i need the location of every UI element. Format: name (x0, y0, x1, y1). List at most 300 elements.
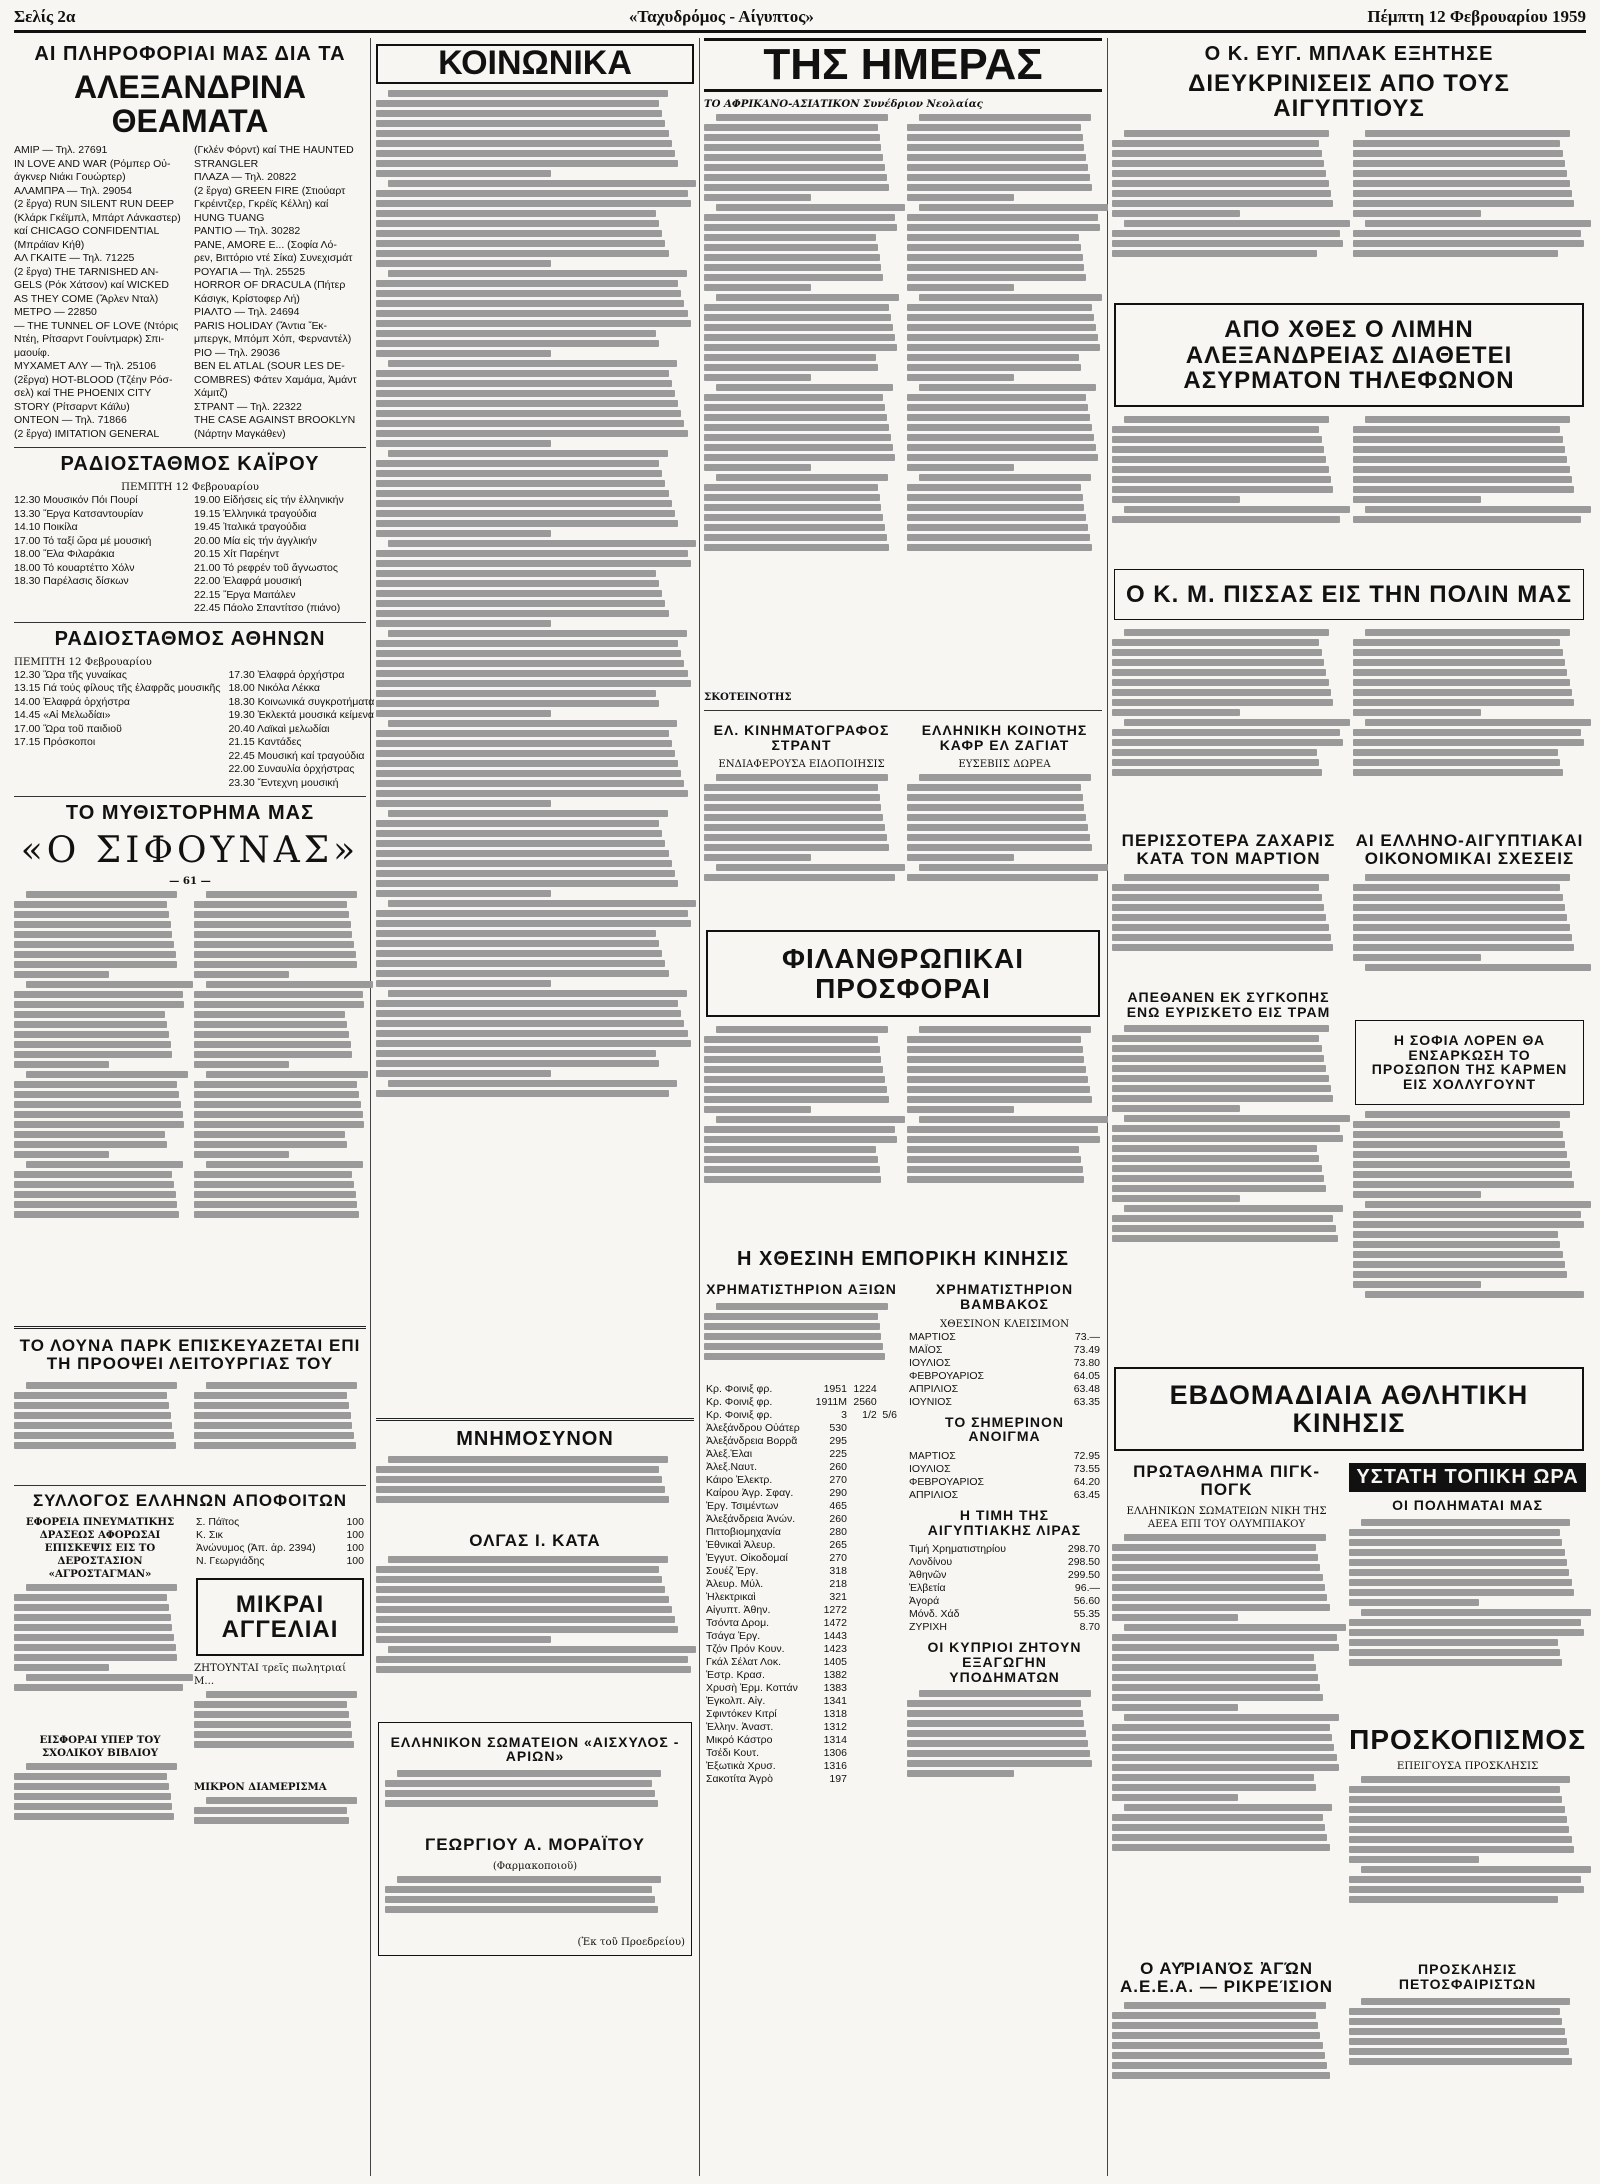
text-line (907, 1076, 1088, 1083)
table-cell: 73.49 (1073, 1343, 1100, 1356)
cinema-header-small: ΑΙ ΠΛΗΡΟΦΟΡΙΑΙ ΜΑΣ ΔΙΑ ΤΑ (34, 43, 346, 65)
text-line (376, 170, 551, 177)
table-cell: Ἀνώνυμος (Ἀπ. ἀρ. 2394) (196, 1541, 316, 1554)
text-line (1353, 170, 1567, 177)
text-line (907, 324, 1096, 331)
text-line (376, 240, 665, 247)
text-line (907, 424, 1092, 431)
text-line (907, 1136, 1100, 1143)
radio-cairo-schedule (14, 494, 366, 616)
text-line (919, 114, 1091, 121)
text-line (704, 1343, 883, 1350)
text-line (907, 254, 1083, 261)
text-line (907, 224, 1100, 231)
list-item: μπεργκ, Μπόμπ Χόπ, Φερναντέλ) (194, 333, 352, 346)
text-line (1349, 1826, 1569, 1833)
text-line (1112, 1644, 1339, 1651)
table-cell: Τιμή Χρηματιστηρίου (909, 1543, 1006, 1556)
text-line (704, 844, 889, 851)
text-line (907, 1046, 1083, 1053)
cinema-strand-sub: ΕΝΔΙΑΦΕΡΟΥΣΑ ΕΙΔΟΠΟΙΗΣΙΣ (718, 759, 885, 771)
text-line (1112, 1784, 1316, 1791)
text-line (1353, 1261, 1565, 1268)
memorial2-footer: (Ἐκ τοῦ Προεδρείου) (577, 1936, 685, 1948)
text-line (26, 1584, 177, 1591)
text-line (907, 834, 1090, 841)
text-line (376, 640, 678, 647)
text-line (907, 544, 1092, 551)
list-item: 14.45 «Αἱ Μελωδίαι» (14, 709, 111, 722)
text-line (1349, 2018, 1562, 2025)
text-line (194, 1211, 359, 1218)
community-header: ΕΛΛΗΝΙΚΗ ΚΟΙΝΟΤΗΣ ΚΑΦΡ ΕΛ ΖΑΓΙΑΤ (921, 722, 1088, 753)
text-line (14, 1773, 167, 1780)
list-item: ΡΑΝΤΙΟ — Τηλ. 30282 (194, 225, 301, 238)
text-line (206, 981, 373, 988)
died-header: ΑΠΕΘΑΝΕΝ ΕΚ ΣΥΓΚΟΠΗΣ ΕΝΩ ΕΥΡΙΣΚΕΤΟ ΕΙΣ ΤΡΑΜ (1126, 988, 1331, 1020)
text-line (206, 1071, 368, 1078)
text-line (376, 320, 691, 327)
text-line (1112, 2042, 1323, 2049)
list-item: ΟΝΤΕΟΝ — Τηλ. 71866 (14, 414, 127, 427)
text-line (194, 1711, 349, 1718)
issue-date: Πέμπτη 12 Φεβρουαρίου 1959 (1367, 7, 1586, 26)
alumni-sub: ΕΦΟΡΕΙΑ ΠΝΕΥΜΑΤΙΚΗΣ ΔΡΑΣΕΩΣ ΑΦΟΡΩΣΑΙ ΕΠΙΣΚΕΨΙΣ ΕΙΣ ΤΟ ΔΕΡΟΣΤΑΣΙΟΝ «ΑΓΡΟΣΤΑΓΜΑΝ» (25, 1515, 175, 1580)
text-line (907, 264, 1084, 271)
text-line (907, 1156, 1081, 1163)
black-sub: ΔΙΕΥΚΡΙΝΙΣΕΙΣ ΑΠΟ ΤΟΥΣ ΑΙΓΥΠΤΙΟΥΣ (1188, 70, 1510, 123)
list-item: 22.45 Μουσική καί τραγούδια (228, 749, 365, 762)
text-line (194, 941, 354, 948)
text-line (704, 134, 880, 141)
column-3 (704, 38, 1102, 2176)
column-rule (1107, 38, 1108, 2176)
text-line (194, 1191, 356, 1198)
list-item: ΣΤΡΑΝΤ — Τηλ. 22322 (194, 400, 302, 413)
table-cell: Κάιρο Ἐλεκτρ. (706, 1473, 773, 1486)
table-row (907, 1331, 1102, 1344)
text-line (385, 1790, 655, 1797)
text-line (206, 1382, 357, 1389)
text-line (14, 1793, 171, 1800)
text-line (1112, 516, 1340, 523)
text-line (704, 394, 883, 401)
text-line (206, 1797, 357, 1804)
table-row (704, 1656, 899, 1669)
memorial-header: ΜΝΗΜΟΣΥΝΟΝ (456, 1427, 614, 1450)
text-line (907, 284, 1014, 291)
text-line (907, 374, 1014, 381)
text-line (194, 1101, 361, 1108)
text-line (1112, 140, 1319, 147)
column-4 (1112, 38, 1586, 2176)
table-row (194, 1555, 366, 1568)
text-line (1353, 190, 1572, 197)
list-item: ρεν, Βιττόριο ντέ Σίκα) Συνεχισμάτ (194, 252, 353, 265)
table-cell: Γκάλ Σέλατ Λοκ. (706, 1655, 781, 1668)
text-line (1365, 629, 1570, 636)
text-line (907, 844, 1092, 851)
table-cell: Καίρου Ἀγρ. Σφαγ. (706, 1486, 794, 1499)
table-cell: Κρ. Φοινιξ φρ. (706, 1408, 773, 1421)
text-line (1353, 689, 1572, 696)
text-line (1353, 1241, 1560, 1248)
greco-header: ΑΙ ΕΛΛΗΝΟ-ΑΙΓΥΠΤΙΑΚΑΙ ΟΙΚΟΝΟΜΙΚΑΙ ΣΧΕΣΕΙΣ (1355, 831, 1584, 868)
text-line (376, 130, 669, 137)
text-line (194, 1412, 351, 1419)
table-row (907, 1595, 1102, 1608)
table-row (704, 1552, 899, 1565)
text-line (704, 314, 891, 321)
memorial2-sub: (Φαρμακοποιοῦ) (492, 1860, 578, 1872)
text-line (1353, 240, 1584, 247)
cinema-list-right (194, 144, 366, 441)
list-item: 19.45 Ἰταλικά τραγούδια (194, 521, 307, 534)
text-line (1124, 130, 1329, 137)
text-line (376, 910, 688, 917)
text-line (1349, 1806, 1565, 1813)
text-line (1112, 1235, 1338, 1242)
table-cell: ΑΠΡΙΛΙΟΣ (909, 1488, 959, 1501)
column-1 (14, 38, 375, 2176)
text-line (1112, 894, 1322, 901)
table-cell: 295 (829, 1434, 847, 1447)
table-row (704, 1721, 899, 1734)
text-line (1112, 466, 1329, 473)
text-line (919, 474, 1091, 481)
text-line (1112, 1594, 1327, 1601)
text-line (376, 920, 691, 927)
text-line (194, 1807, 347, 1814)
text-line (376, 680, 691, 687)
text-line (376, 930, 656, 937)
text-line (206, 1161, 363, 1168)
table-cell: 1423 (823, 1642, 847, 1655)
text-line (14, 991, 183, 998)
list-item: 17.00 Τό ταξί ὥρα μέ μουσική (14, 534, 152, 547)
list-item: άγκνερ Νιάκι Γουώρτερ) (14, 171, 126, 184)
scouts-sub: ΕΠΕΙΓΟΥΣΑ ΠΡΟΣΚΛΗΣΙΣ (1396, 1761, 1539, 1773)
classified-ads-header: ΜΙΚΡΑΙ ΑΓΓΕΛΙΑΙ (221, 1590, 339, 1643)
association-header: ΕΛΛΗΝΙΚΟΝ ΣΩΜΑΤΕΙΟΝ «ΑΙΣΧΥΛΟΣ - ΑΡΙΩΝ» (390, 1733, 680, 1765)
text-line (907, 234, 1079, 241)
philanthropic-text (704, 1023, 1102, 1243)
list-item: ΜΥΧΑΜΕΤ ΑΛΥ — Τηλ. 25106 (14, 360, 157, 373)
text-line (907, 244, 1081, 251)
port-header: ΑΠΟ ΧΘΕΣ Ο ΛΙΜΗΝ ΑΛΕΞΑΝΔΡΕΙΑΣ ΔΙΑΘΕΤΕΙ ΑΣΥΡΜΑΤΟΝ ΤΗΛΕΦΩΝΟΝ (1183, 316, 1515, 394)
text-line (376, 1656, 688, 1663)
text-line (1112, 769, 1322, 776)
text-line (704, 324, 893, 331)
text-line (376, 490, 669, 497)
table-cell: Τζόν Πρόν Κουν. (706, 1642, 785, 1655)
text-line (1353, 944, 1574, 951)
text-line (1349, 1896, 1557, 1903)
text-line (907, 464, 1014, 471)
text-line (1112, 1145, 1317, 1152)
text-line (1112, 759, 1319, 766)
text-line (194, 1201, 357, 1208)
text-line (194, 931, 352, 938)
text-line (376, 800, 551, 807)
novel-text (14, 888, 366, 1318)
text-line (1112, 1664, 1316, 1671)
table-cell: 1318 (823, 1707, 847, 1720)
text-line (907, 454, 1098, 461)
text-line (1112, 1035, 1319, 1042)
text-line (194, 951, 356, 958)
text-line (1353, 1151, 1567, 1158)
text-line (194, 1051, 352, 1058)
text-line (1353, 934, 1572, 941)
table-cell: Ἐγγυτ. Οἰκοδομαί (706, 1551, 788, 1564)
list-item: Γκρέιντζερ, Γκρέϊς Κέλλη) καί (194, 198, 329, 211)
text-line (376, 1496, 669, 1503)
text-line (919, 1026, 1091, 1033)
text-line (1124, 719, 1350, 726)
radio-cairo-right (194, 494, 366, 616)
text-line (907, 1106, 1014, 1113)
text-line (194, 1392, 347, 1399)
text-line (1112, 649, 1322, 656)
table-cell: Χρυσὴ Ἐρμ. Κοττάν (706, 1681, 798, 1694)
text-line (14, 911, 169, 918)
text-line (388, 360, 677, 367)
text-line (194, 1817, 349, 1824)
list-item: 12.30 Ὥρα τῆς γυναίκας (14, 668, 127, 681)
radio-cairo-date: ΠΕΜΠΤΗ 12 Φεβρουαρίου (121, 482, 259, 494)
novel-text-right (194, 888, 366, 1318)
text-line (376, 950, 662, 957)
text-line (14, 931, 172, 938)
text-line (385, 1896, 655, 1903)
text-line (376, 140, 672, 147)
text-line (1349, 1569, 1569, 1576)
text-line (1112, 924, 1329, 931)
text-line (14, 1121, 184, 1128)
text-line (14, 1644, 176, 1651)
text-line (1353, 200, 1574, 207)
social-header: ΚΟΙΝΩΝΙΚΑ (376, 44, 694, 84)
text-line (919, 1116, 1108, 1123)
text-line (1353, 639, 1560, 646)
table-cell: 225 (829, 1447, 847, 1460)
text-line (1112, 1734, 1332, 1741)
text-line (704, 254, 880, 261)
text-line (376, 570, 656, 577)
table-row (907, 1370, 1102, 1383)
list-item: (Νάρτην Μαγκάθεν) (194, 427, 286, 440)
text-line (907, 524, 1088, 531)
social-text (376, 90, 694, 1410)
radio-athens-right (228, 669, 374, 791)
table-cell: Ἐργ. Τσιμέντων (706, 1499, 779, 1512)
text-line (1112, 1105, 1240, 1112)
text-line (716, 774, 888, 781)
latest-sub: ΟΙ ΠΟΛΗΜΑΤΑΙ ΜΑΣ (1392, 1497, 1544, 1514)
latest-header: ΥΣΤΑΤΗ ΤΟΠΙΚΗ ΩΡΑ (1349, 1463, 1586, 1492)
table-row (907, 1463, 1102, 1476)
text-line (1349, 1836, 1572, 1843)
text-line (1349, 2008, 1560, 2015)
list-item: 21.15 Καντάδες (228, 736, 302, 749)
text-line (1112, 1744, 1334, 1751)
text-line (376, 760, 678, 767)
text-line (376, 940, 659, 947)
text-line (1112, 659, 1324, 666)
text-line (919, 204, 1108, 211)
list-item: (Γκλέν Φόρντ) καί THE HAUNTED (194, 144, 354, 157)
text-line (704, 1313, 878, 1320)
table-row (907, 1357, 1102, 1370)
text-line (194, 1131, 345, 1138)
text-line (388, 180, 696, 187)
text-line (388, 1080, 677, 1087)
text-line (194, 1091, 359, 1098)
column-2 (376, 38, 694, 2176)
cinema-header: ΑΛΕΞΑΝΔΡΙΝΑ ΘΕΑΜΑΤΑ (73, 69, 307, 139)
text-line (1112, 709, 1240, 716)
text-line (376, 100, 659, 107)
text-line (376, 190, 688, 197)
text-line (1353, 709, 1481, 716)
text-line (1349, 1659, 1562, 1666)
text-line (1112, 240, 1343, 247)
text-line (376, 1486, 665, 1493)
list-item: COMBRES) Φάτεν Χαμάμα, Ἀμάντ (194, 373, 357, 386)
text-line (1112, 749, 1317, 756)
text-line (1349, 1796, 1562, 1803)
opening-table (907, 1450, 1102, 1502)
text-line (206, 891, 357, 898)
table-cell: 1314 (823, 1733, 847, 1746)
memorial2-name: ΓΕΩΡΓΙΟΥ Α. ΜΟΡΑΪΤΟΥ (425, 1834, 645, 1854)
table-cell: Ἐλλην. Ἀναστ. (706, 1720, 774, 1733)
text-line (907, 444, 1096, 451)
text-line (704, 484, 878, 491)
text-line (704, 814, 883, 821)
text-line (704, 534, 887, 541)
text-line (704, 464, 811, 471)
text-line (1112, 1584, 1325, 1591)
table-cell: 56.60 (1073, 1595, 1100, 1608)
text-line (1349, 1876, 1581, 1883)
text-line (1112, 250, 1317, 257)
text-line (1112, 1774, 1314, 1781)
table-row (704, 1383, 899, 1396)
table-cell: Ἀλεξ.Ἑλαι (706, 1447, 753, 1460)
text-line (1112, 1544, 1316, 1551)
table-row (907, 1396, 1102, 1409)
radio-cairo-left (14, 494, 186, 616)
ad-text: ΖΗΤΟΥΝΤΑΙ τρεῖς πωλητριαί Μ... (194, 1663, 347, 1688)
text-line (1361, 1998, 1569, 2005)
radio-athens-header: ΡΑΔΙΟΣΤΑΘΜΟΣ ΑΘΗΝΩΝ (54, 627, 326, 650)
text-line (376, 1576, 662, 1583)
opening-header: ΤΟ ΣΗΜΕΡΙΝΟΝ ΑΝΟΙΓΜΑ (945, 1413, 1064, 1445)
text-line (1112, 170, 1326, 177)
text-line (376, 840, 665, 847)
text-line (388, 990, 687, 997)
text-line (1112, 426, 1319, 433)
text-line (194, 1121, 364, 1128)
text-line (26, 891, 177, 898)
table-cell: 64.20 (1073, 1475, 1100, 1488)
text-line (704, 164, 885, 171)
table-cell: Ἀγορά (909, 1595, 940, 1608)
text-line (716, 204, 905, 211)
text-line (397, 1876, 661, 1883)
pound-table (907, 1543, 1102, 1634)
text-line (194, 1141, 347, 1148)
text-line (1353, 180, 1570, 187)
text-line (376, 880, 678, 887)
text-line (376, 1596, 669, 1603)
text-line (704, 274, 883, 281)
list-item: (Κλάρκ Γκέϊμπλ, Μπάρτ Λάνκαστερ) (14, 211, 181, 224)
list-item: STORY (Ρίτσαρντ Κάϊλυ) (14, 400, 130, 413)
table-cell: 298.70 (1067, 1543, 1100, 1556)
text-line (1349, 1816, 1567, 1823)
novel-header: ΤΟ ΜΥΘΙΣΤΟΡΗΜΑ ΜΑΣ (65, 802, 315, 825)
table-cell: 280 (829, 1525, 847, 1538)
table-row (907, 1383, 1102, 1396)
list-item: 14.00 Ἐλαφρά ὀρχήστρα (14, 695, 130, 708)
text-line (1353, 904, 1565, 911)
text-line (1112, 1225, 1336, 1232)
text-line (1112, 1195, 1240, 1202)
text-line (1112, 639, 1319, 646)
text-line (376, 620, 551, 627)
text-line (1353, 1281, 1481, 1288)
text-line (704, 794, 880, 801)
text-line (376, 560, 691, 567)
luna-park-text (14, 1379, 366, 1479)
text-line (907, 1710, 1083, 1717)
table-cell: 100 (346, 1541, 364, 1554)
text-line (397, 1770, 661, 1777)
text-line (1112, 456, 1326, 463)
text-line (1112, 2012, 1316, 2019)
table-cell: ΖΥΡΙΧΗ (909, 1621, 947, 1634)
text-line (388, 450, 668, 457)
text-line (1112, 689, 1331, 696)
text-line (1353, 739, 1584, 746)
text-line (376, 520, 678, 527)
text-line (1112, 230, 1340, 237)
table-cell: 1341 (823, 1694, 847, 1707)
table-cell: 218 (829, 1577, 847, 1590)
text-line (376, 980, 551, 987)
list-item: ΑΜΙΡ — Τηλ. 27691 (14, 144, 108, 157)
table-cell: ΙΟΥΛΙΟΣ (909, 1462, 951, 1475)
text-line (1112, 200, 1333, 207)
table-cell: 1224 (853, 1382, 877, 1395)
text-line (1365, 874, 1570, 881)
table-row (704, 1487, 899, 1500)
text-line (14, 1151, 109, 1158)
text-line (1365, 220, 1591, 227)
text-line (1112, 2072, 1330, 2079)
text-line (1365, 1291, 1584, 1298)
text-line (1112, 2062, 1327, 2069)
table-cell: 318 (829, 1564, 847, 1577)
text-line (194, 1701, 347, 1708)
text-line (376, 590, 662, 597)
text-line (907, 1176, 1084, 1183)
text-line (1112, 1844, 1330, 1851)
text-line (1112, 1165, 1322, 1172)
